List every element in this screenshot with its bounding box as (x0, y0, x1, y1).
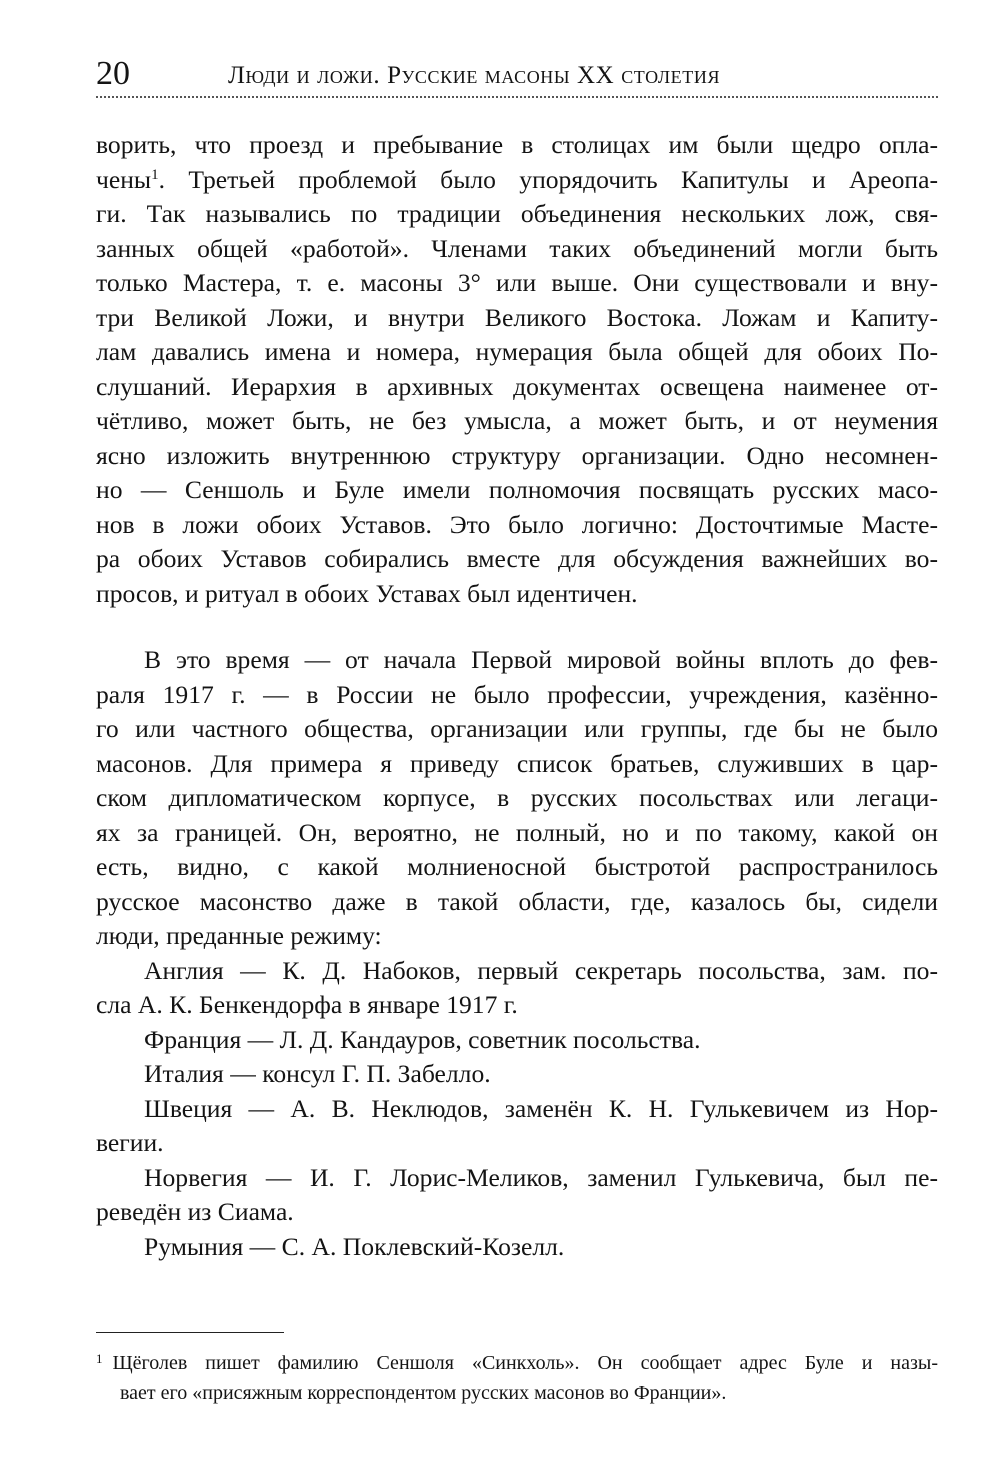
text-line: Швеция — А. В. Неклюдов, заменён К. Н. Гулькевичем из Нор- (144, 1093, 938, 1123)
text-line: сла А. К. Бенкендорфа в январе 1917 г. (96, 990, 518, 1019)
list-item-norway (96, 1161, 938, 1230)
paragraph-1 (96, 128, 938, 611)
list-item-sweden (96, 1092, 938, 1161)
section-gap (96, 611, 938, 643)
text-line: но — Сеншоль и Буле имели полномочия посвящать русских масо- (96, 475, 938, 504)
running-header (96, 48, 938, 92)
text-line: Румыния — С. А. Поклевский-Козелл. (144, 1231, 565, 1261)
diplomat-list (96, 954, 938, 1265)
text-line: чётливо, может быть, не без умысла, а может быть, и от неумения (96, 406, 938, 435)
footnote (96, 1344, 938, 1408)
page-number: 20 (96, 55, 130, 92)
text-line: В это время — от начала Первой мировой войны вплоть до фев- (144, 645, 938, 674)
footnote-marker: 1 (96, 1351, 103, 1366)
text-line: русское масонство даже в такой области, где, казалось бы, сидели (96, 886, 938, 916)
text-line: вает его «присяжным корреспондентом русских масонов во Франции». (120, 1382, 727, 1404)
running-title: Люди и ложи. Русские масоны XX столетия (228, 62, 721, 89)
list-item-italy (96, 1057, 938, 1092)
text-line: ском дипломатическом корпусе, в русских посольствах или легаци- (96, 783, 938, 812)
list-item-romania (96, 1230, 938, 1265)
text-line: три Великой Ложи, и внутри Великого Востока. Ложам и Капиту- (96, 302, 938, 332)
footnote-reference[interactable]: 1 (151, 166, 159, 183)
text-line: ях за границей. Он, вероятно, не полный, но и по такому, какой он (96, 817, 938, 847)
list-item-france (96, 1023, 938, 1058)
text-line: Норвегия — И. Г. Лорис-Меликов, заменил Гулькевича, был пе- (144, 1162, 938, 1192)
text-line: есть, видно, с какой молниеносной быстротой распространилось (96, 852, 938, 881)
text-line: нов в ложи обоих Уставов. Это было логично: Досточтимые Масте- (96, 509, 938, 539)
text-line: Франция — Л. Д. Кандауров, советник посольства. (144, 1024, 701, 1054)
text-line: лам давались имена и номера, нумерация была общей для обоих По- (96, 337, 938, 366)
paragraph-2 (96, 643, 938, 954)
text-line: люди, преданные режиму: (96, 921, 382, 950)
text-line: ясно изложить внутреннюю структуру организации. Одно несомнен- (96, 440, 938, 470)
text-fragment: чены (96, 164, 152, 194)
main-text (96, 128, 938, 1264)
text-line: раля 1917 г. — в России не было профессии, учреждения, казённо- (96, 679, 938, 709)
text-line: вегии. (96, 1128, 164, 1157)
book-page (96, 48, 938, 1404)
text-line: масонов. Для примера я приведу список братьев, служивших в цар- (96, 748, 938, 778)
text-line: ра обоих Уставов собирались вместе для обсуждения важнейших во- (96, 544, 938, 573)
text-line: Англия — К. Д. Набоков, первый секретарь посольства, зам. по- (144, 955, 938, 985)
text-fragment: . Третьей проблемой было упорядочить Капитулы и Ареопа- (158, 164, 938, 194)
text-line: Италия — консул Г. П. Забелло. (144, 1059, 491, 1088)
text-line: просов, и ритуал в обоих Уставах был идентичен. (96, 578, 638, 608)
text-line: ги. Так назывались по традиции объединения нескольких лож, свя- (96, 199, 938, 228)
text-line: ворить, что проезд и пребывание в столицах им были щедро опла- (96, 130, 938, 159)
text-line: слушаний. Иерархия в архивных документах освещена наименее от- (96, 371, 938, 401)
text-line: реведён из Сиама. (96, 1197, 294, 1226)
text-line: только Мастера, т. е. масоны 3° или выше. Они существовали и вну- (96, 268, 938, 297)
footnote-separator (96, 1332, 284, 1333)
text-line (96, 1344, 938, 1378)
text-line (96, 163, 938, 198)
header-dotted-rule (96, 96, 938, 98)
list-item-england (96, 954, 938, 1023)
text-line: го или частного общества, организации или группы, где бы не было (96, 714, 938, 743)
text-line: занных общей «работой». Членами таких объединений могли быть (96, 233, 938, 263)
text-fragment: Щёголев пишет фамилию Сеншоля «Синкхоль». Он сообщает адрес Буле и назы- (112, 1352, 938, 1374)
